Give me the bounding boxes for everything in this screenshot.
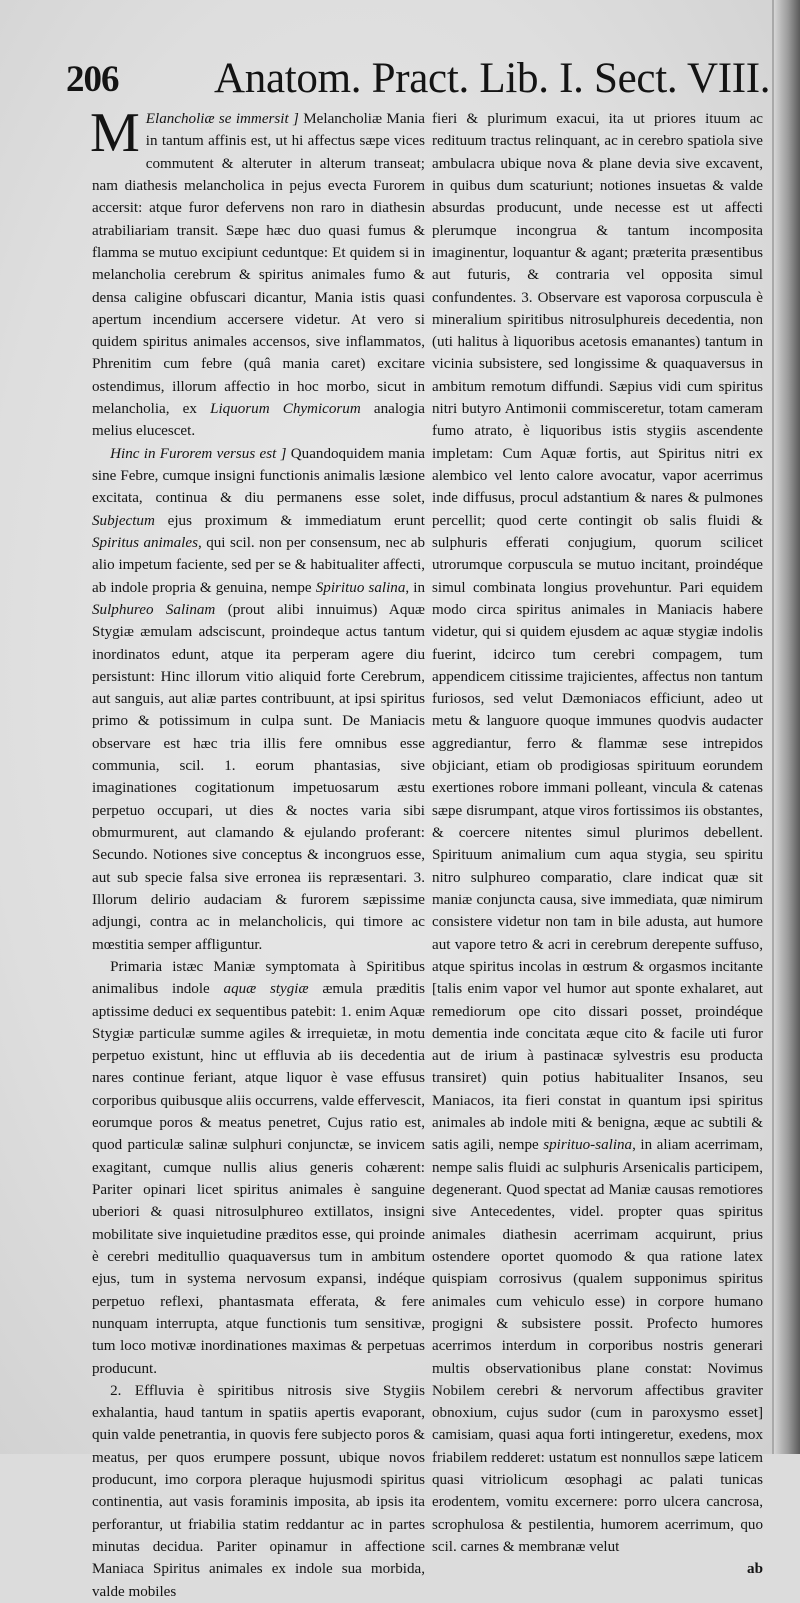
paragraph-text: Quandoquidem mania sine Febre, cumque insigni functionis animalis læsione excitata, continua & diu permanens esse solet, (92, 445, 425, 507)
italic-term: aquæ stygiæ (223, 981, 309, 998)
paragraph-text: Melancholiæ Mania in tantum affinis est, ut hi affectus sæpe vices commutent & alteruter in alterum transeat; nam diathesis melancholica in pejus evecta Furorem accersit: atque furor defervens non raro in diathesin atrabiliariam transit. Sæpe hæc duo quasi fumus & flamma se mutuo excipiunt ceduntque: Et quidem si in melancholia cerebrum & spiritus animales fumo & densa caligine obfuscari dicantur, Mania istis quasi apertum incendium accersere videtur. At vero si quidem spiritus animales accensos, sive inflammatos, Phrenitim cum febre (quâ mania caret) excitare ostendimus, illorum affectio in hoc morbo, sicut in melancholia, ex (92, 111, 425, 418)
italic-term: spirituo-salina (543, 1137, 633, 1154)
paragraph-text: , qui scil. non per consensum, nec ab alio impetum faciente, sed per se & habitualiter affecti, ab indole propria & genuina, nempe (92, 534, 425, 596)
paragraph-text: , in aliam acerrimam, nempe salis fluidi ac sulphuris Arsenicalis participem, degenerant. Quod spectat ad Maniæ causas remotiores sive Antecedentes, videl. propter quas spiritus animales diathesin acerrimam acquirunt, prius ostendere oportet quomodo & qua ratione latex quispiam corrosivus (qualem supponimus spiritus animales cum vehiculo esse) in corpore humano progigni & subsistere possit. Profecto humores acerrimos interdum in corporibus nostris generari multis observationibus plane constat: Novimus Nobilem cerebri & nervorum affectibus graviter obnoxium, cujus sudor (cum in paroxysmo esset] camisiam, quasi aqua forti intingeretur, exedens, mox friabilem redderet: ustatum est nonnullos sæpe laticem quasi vitriolicum œsophagi ac palati tunicas erodentem, vomitu excernere: porro ulcera cancrosa, scrophulosa & pestilentia, humorem acerrimum, quo scil. carnes & membranæ velut (432, 1137, 763, 1555)
paragraph-melancholia (90, 102, 425, 443)
italic-term: Subjectum (92, 512, 155, 529)
paragraph-text: , in (405, 579, 425, 596)
left-column (90, 102, 426, 1600)
right-column (432, 108, 763, 1578)
lemma: Hinc in Furorem versus est ] (110, 445, 287, 462)
paragraph-text: Primaria istæc Maniæ symptomata à Spiritibus animalibus indole (92, 958, 425, 998)
page-number: 206 (66, 59, 119, 100)
italic-reference: Liquorum Chymicorum (210, 401, 361, 418)
italic-term: Sulphureo Salinam (92, 601, 216, 618)
drop-cap: M (90, 102, 140, 164)
paragraph-effluvia: 2. Effluvia è spiritibus nitrosis sive Stygiis exhalantia, haud tantum in spatiis apertis evaporant, quin valde penetrantia, in quovis fere subjecto poros & meatus, per quos erumpere possunt, ubique novos producunt, imo corpora pleraque hujusmodi spiritus continentia, aut vasis foraminis imposita, ab ipsis ita perforantur, ut friabilia statim reddantur ac in partes minutas decidua. Pariter opinamur in affectione Maniaca Spiritus animales ex indole sua morbida, valde mobiles (92, 1382, 425, 1600)
paragraph-text: analogia melius elucescet. (92, 401, 425, 440)
italic-term: Spiritus animales (92, 534, 198, 551)
paragraph-text: æmula præditis aptissime deduci ex sequentibus patebit: 1. enim Aquæ Stygiæ particulæ summe agiles & irrequietæ, in motu perpetuo existunt, hinc ut effluvia ab iis decedentia nares continue feriant, atque liquor è vase effusus corporibus quibusque aliis occurrens, valde effervescit, eorumque poros & meatus penetret, Cujus ratio est, quod particulæ salinæ sulphuri conjunctæ, se invicem exagitant, cumque nullis alius generis cohærent: Pariter opinari licet spiritus animales è sanguine uberiori & quasi nitrosulphureo extillatos, insigni mobilitate sive inquietudine præditos esse, qui proinde è cerebri meditullio quaquaversus tum in ambitum ejus, tum in systema nervosum expansi, indéque perpetuo reflexi, phantasmata efferata, & fere nunquam interrupta, atque functionis tum sensitivæ, tum loco motivæ inordinationes maximas & perpetuas producunt. (92, 981, 426, 1377)
paragraph-text: (prout alibi innuimus) Aquæ Stygiæ æmulam adsciscunt, proindeque actus tantum inordinatos edunt, atque ita perperam agere diu persistunt: Hinc illorum vitio aliquid forte Cerebrum, aut sanguis, aut aliæ partes contribuunt, at ipsi spiritus primo & potissimum in culpa sunt. De Maniacis observare est hæc tria illis fere omnibus esse communia, scil. 1. eorum phantasias, sive imaginationes cogitationum impetuosarum æstu perpetuo occupari, ut dies & noctes varia sibi obmurmurent, aut clamando & ejulando proferant: Secundo. Notiones sive conceptus & incongruos esse, aut sub specie falsa sive erronea iis repræsentari. 3. Illorum delirio audaciam & furorem sæpissime adjungi, contra ac in melancholicis, qui timore ac mœstitia semper affliguntur. (92, 601, 425, 953)
paragraph-text: fieri & plurimum exacui, ita ut priores ituum ac redituum tractus relinquant, ac in cerebro spatiola sive ambulacra ubique nova & plane devia sive excavent, in quibus dum scaturiunt; notiones insuetas & valde absurdas producunt, unde necesse est ut affecti plerumque incongrua & tantum incomposita imaginentur, loquantur & agant; præterita præsentibus aut futuris, & contraria vel opposita simul confundentes. 3. Observare est vaporosa corpuscula è mineralium spiritibus nitrosulphureis decedentia, non (uti halitus à liquoribus acetosis emanantes) tantum in vicinia subsistere, sed longissime & quaquaversus in ambitum remotum diffundi. Sæpius vidi cum spiritus nitri butyro Antimonii commisceretur, totam cameram fumo atrato, è liquoribus istis stygiis ascendente impletam: Cum Aquæ fortis, aut Spiritus nitri ex alembico vel lento calore avocatur, vapor acerrimus inde diffusus, procul adstantium & nares & pulmones percellit; quod certe contingit ob salis fluidi & sulphuris efferati conjugium, quorum scilicet utrorumque corpuscula se mutuo incitant, proindéque simul combinata longius provehuntur. Pari equidem modo circa spiritus animales in Maniacis habere videtur, qui si quidem ejusdem ac aquæ stygiæ indolis fuerint, idcirco tum cerebri compagem, tum appendicem citissime trajicientes, affectus non tantum furiosos, sed velut Dæmoniacos efficiunt, adeo ut metu & languore quoque immunes quodvis audacter aggrediantur, ferro & flammæ sese intrepidos objiciant, etiam ob prodigiosas spirituum eorundem exertiones robore immani polleant, vincula & catenas sæpe disrumpant, atque viros fortissimos iis obstantes, & coercere nitentes simul plurimos debellent. Spirituum animalium cum aqua stygia, seu spiritu nitro sulphureo comparatio, clare indicat quæ sit maniæ conjuncta causa, sive immediata, quæ nimirum consistere videtur non tam in bile adusta, aut humore aut vapore tetro & acri in cerebrum derepente suffuso, atque spiritus incolas in œstrum & orgasmos incitante [talis enim vapor vel humor aut sponte exhalaret, aut remediorum ope cito dissari posset, proindéque dementia inde concitata æque cito & facile uti furor aut de irium à pastinacæ sylvestris esu producta transiret) quin potius habitualiter Insanos, seu Maniacos, ita fieri constat in quantum ipsi spiritus animales ab indole miti & benigna, æque ac subtili & satis agili, nempe (432, 111, 763, 1154)
paragraph-furor (92, 443, 425, 956)
paragraph-text: ejus proximum & immediatum erunt (154, 512, 425, 529)
catchword: ab (747, 1561, 763, 1578)
italic-term: Spirituo salina (315, 579, 406, 596)
lemma: Elancholiæ se immersit ] (145, 111, 299, 127)
book-binding-shadow (774, 0, 800, 1454)
paragraph-symptomata (92, 956, 425, 1380)
running-head: Anatom. Pract. Lib. I. Sect. VIII. (214, 55, 771, 102)
paragraph-continuation (432, 108, 763, 1558)
page-header (66, 52, 771, 106)
